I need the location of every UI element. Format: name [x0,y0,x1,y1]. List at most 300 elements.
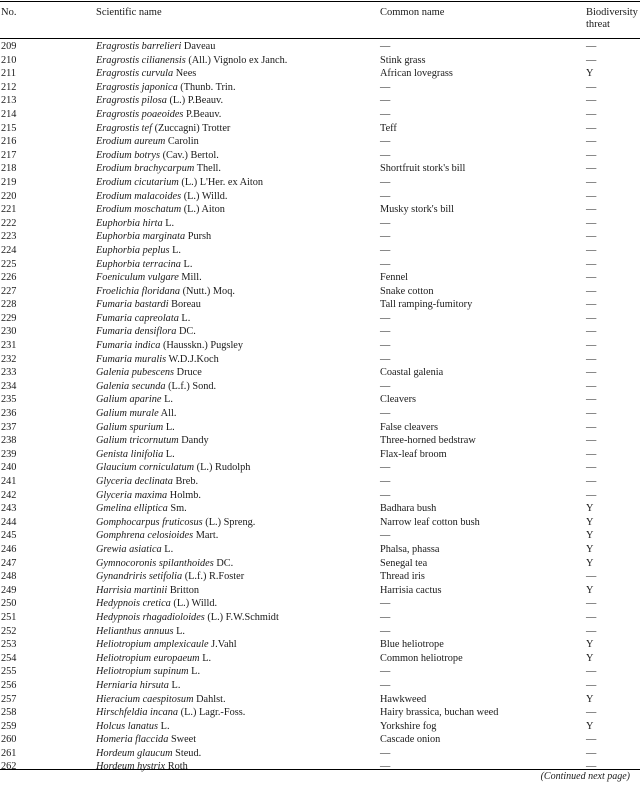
cell-biodiversity-threat: — [586,136,597,148]
cell-common-name: — [380,530,391,542]
cell-no: 262 [1,761,17,773]
cell-biodiversity-threat: — [586,448,597,460]
cell-scientific-name [96,54,287,68]
cell-no: 261 [1,747,17,759]
cell-no: 246 [1,543,17,555]
cell-common-name: — [380,217,391,229]
species-binomial: Eragrostis barrelieri [96,41,182,52]
cell-common-name: Thread iris [380,571,425,583]
cell-common-name: Teff [380,122,397,134]
species-authority: (Hausskn.) Pugsley [162,340,244,352]
cell-common-name: Hairy brassica, buchan weed [380,707,499,719]
cell-scientific-name [96,733,196,747]
cell-no: 251 [1,611,17,623]
table-row [0,54,640,68]
cell-biodiversity-threat: — [586,272,597,284]
table-row [0,135,640,149]
table-row [0,543,640,557]
cell-no: 241 [1,476,17,487]
cell-biodiversity-threat: — [586,625,597,637]
species-authority: L. [181,312,191,324]
cell-scientific-name [96,244,181,258]
cell-biodiversity-threat: — [586,299,597,311]
species-binomial: Fumaria bastardi [96,299,169,311]
table-row [0,353,640,367]
cell-common-name: African lovegrass [380,68,453,80]
cell-no: 225 [1,258,17,270]
cell-no: 213 [1,95,17,107]
cell-no: 257 [1,693,17,705]
cell-biodiversity-threat: Y [586,693,594,705]
species-binomial: Eragrostis pilosa [96,95,167,107]
cell-common-name: — [380,476,391,487]
cell-common-name: Narrow leaf cotton bush [380,516,480,528]
cell-no: 254 [1,652,17,664]
cell-biodiversity-threat: Y [586,530,594,542]
cell-common-name: Shortfruit stork's bill [380,163,466,175]
cell-biodiversity-threat: Y [586,68,594,80]
cell-scientific-name [96,230,211,244]
species-binomial: Gomphrena celosioides [96,530,194,542]
table-row [0,325,640,339]
species-authority: Druce [176,367,202,379]
table-row [0,720,640,734]
cell-scientific-name [96,448,175,462]
cell-scientific-name [96,285,235,299]
species-authority: DC. [216,557,234,569]
cell-biodiversity-threat: — [586,761,597,773]
cell-common-name: Yorkshire fog [380,720,437,732]
species-binomial: Galium tricornutum [96,435,179,447]
cell-no: 214 [1,108,17,120]
cell-no: 228 [1,299,17,311]
cell-biodiversity-threat: — [586,408,597,420]
cell-no: 221 [1,204,17,216]
species-binomial: Heliotropium europaeum [96,652,200,664]
cell-scientific-name [96,489,201,503]
cell-no: 243 [1,503,17,515]
species-authority: Sm. [170,503,187,515]
species-authority: All. [160,408,177,420]
cell-no: 245 [1,530,17,542]
table-row [0,421,640,435]
species-binomial: Glyceria declinata [96,476,173,487]
species-authority: (L.) P.Beauv. [169,95,224,107]
table-row [0,40,640,54]
cell-biodiversity-threat: — [586,149,597,161]
species-authority: (All.) Vignolo ex Janch. [188,54,288,66]
cell-common-name: Stink grass [380,54,426,66]
cell-no: 223 [1,231,17,243]
cell-common-name: False cleavers [380,421,439,433]
table-body [0,40,640,774]
cell-common-name: Three-horned bedstraw [380,435,476,447]
cell-scientific-name [96,760,188,774]
cell-scientific-name [96,40,215,54]
species-binomial: Euphorbia hirta [96,217,163,229]
cell-biodiversity-threat: — [586,353,597,365]
species-authority: (L.) Spreng. [205,516,256,528]
species-binomial: Harrisia martinii [96,584,168,596]
cell-scientific-name [96,652,211,666]
cell-scientific-name [96,421,175,435]
species-authority: Mill. [181,272,202,284]
species-authority: (L.f.) Sond. [168,380,217,392]
cell-no: 220 [1,190,17,202]
cell-no: 232 [1,353,17,365]
cell-biodiversity-threat: Y [586,543,594,555]
table-row [0,434,640,448]
species-authority: (Cav.) Bertol. [162,149,219,161]
cell-scientific-name [96,353,219,367]
species-binomial: Gomphocarpus fruticosus [96,516,203,528]
cell-biodiversity-threat: — [586,734,597,746]
cell-biodiversity-threat: Y [586,652,594,664]
species-authority: (L.) Rudolph [196,462,251,474]
cell-no: 224 [1,244,17,256]
cell-biodiversity-threat: — [586,122,597,134]
species-binomial: Hedypnois cretica [96,598,171,610]
cell-scientific-name [96,638,237,652]
cell-no: 253 [1,639,17,651]
cell-scientific-name [96,135,199,149]
species-binomial: Eragrostis curvula [96,68,174,80]
species-binomial: Euphorbia peplus [96,244,170,256]
table-top-rule [0,1,640,2]
cell-no: 209 [1,41,17,52]
species-binomial: Hordeum hystrix [96,761,166,773]
cell-no: 250 [1,598,17,610]
species-authority: W.D.J.Koch [168,353,219,365]
cell-no: 218 [1,163,17,175]
cell-common-name: — [380,258,391,270]
species-authority: Nees [175,68,197,80]
table-row [0,665,640,679]
table-row [0,285,640,299]
cell-biodiversity-threat: Y [586,584,594,596]
cell-common-name: Senegal tea [380,557,428,569]
species-authority: Daveau [183,41,216,52]
table-row [0,108,640,122]
cell-biodiversity-threat: — [586,81,597,93]
cell-common-name: Common heliotrope [380,652,463,664]
species-authority: Dandy [181,435,209,447]
cell-common-name: — [380,462,391,474]
cell-scientific-name [96,149,219,163]
species-authority: (L.) F.W.Schmidt [207,611,279,623]
cell-common-name: Phalsa, phassa [380,543,440,555]
cell-no: 230 [1,326,17,338]
cell-no: 258 [1,707,17,719]
species-binomial: Glyceria maxima [96,489,168,501]
species-binomial: Eragrostis japonica [96,81,178,93]
table-row [0,81,640,95]
table-row [0,67,640,81]
cell-scientific-name [96,407,176,421]
cell-no: 248 [1,571,17,583]
cell-common-name: — [380,81,391,93]
table-row [0,448,640,462]
cell-biodiversity-threat: — [586,95,597,107]
species-binomial: Erodium cicutarium [96,176,179,188]
species-binomial: Erodium brachycarpum [96,163,195,175]
cell-biodiversity-threat: Y [586,516,594,528]
cell-common-name: — [380,761,391,773]
cell-no: 239 [1,448,17,460]
cell-common-name: — [380,408,391,420]
species-binomial: Fumaria capreolata [96,312,179,324]
cell-biodiversity-threat: Y [586,557,594,569]
cell-no: 255 [1,666,17,678]
cell-common-name: Cleavers [380,394,417,406]
table-row [0,217,640,231]
cell-scientific-name [96,258,192,272]
species-authority: Dahlst. [196,693,226,705]
table-row [0,611,640,625]
species-authority: L. [171,679,181,691]
species-binomial: Euphorbia terracina [96,258,181,270]
cell-common-name: Cascade onion [380,734,441,746]
cell-common-name: Harrisia cactus [380,584,442,596]
cell-scientific-name [96,611,279,625]
cell-scientific-name [96,665,200,679]
cell-scientific-name [96,339,243,353]
table-row [0,312,640,326]
species-authority: L. [176,625,185,637]
cell-no: 215 [1,122,17,134]
table-row [0,706,640,720]
species-authority: J.Vahl [211,639,237,651]
cell-biodiversity-threat: — [586,54,597,66]
species-authority: Carolin [167,136,199,148]
table-row [0,162,640,176]
cell-no: 242 [1,489,17,501]
species-authority: L. [202,652,212,664]
cell-no: 235 [1,394,17,406]
species-binomial: Fumaria muralis [96,353,167,365]
cell-biodiversity-threat: — [586,571,597,583]
cell-biodiversity-threat: — [586,707,597,719]
table-row [0,679,640,693]
cell-no: 227 [1,285,17,297]
species-binomial: Grewia asiatica [96,543,162,555]
species-binomial: Genista linifolia [96,448,164,460]
species-binomial: Herniaria hirsuta [96,679,169,691]
cell-biodiversity-threat: — [586,611,597,623]
species-authority: L. [164,543,174,555]
cell-biodiversity-threat: — [586,190,597,202]
cell-scientific-name [96,625,185,639]
table-row [0,339,640,353]
species-authority: (L.) Aiton [183,204,225,216]
cell-no: 222 [1,217,17,229]
cell-biodiversity-threat: — [586,489,597,501]
cell-scientific-name [96,597,217,611]
species-binomial: Fumaria densiflora [96,326,177,338]
table-row [0,244,640,258]
cell-common-name: Snake cotton [380,285,434,297]
cell-no: 212 [1,81,17,93]
table-row [0,203,640,217]
cell-biodiversity-threat: — [586,380,597,392]
cell-no: 244 [1,516,17,528]
species-authority: Thell. [196,163,221,175]
species-binomial: Hieracium caespitosum [96,693,194,705]
cell-common-name: Fennel [380,272,409,284]
cell-biodiversity-threat: — [586,394,597,406]
cell-biodiversity-threat: — [586,747,597,759]
cell-common-name: — [380,340,391,352]
species-authority: (L.) Willd. [183,190,228,202]
species-authority: L. [164,394,173,406]
species-authority: P.Beauv. [186,108,222,120]
species-binomial: Homeria flaccida [96,734,169,746]
cell-common-name: — [380,149,391,161]
cell-no: 259 [1,720,17,732]
header-biodiversity-threat: Biodiversity threat [586,7,638,30]
cell-scientific-name [96,325,196,339]
species-binomial: Galium murale [96,408,159,420]
species-authority: (Thunb. Trin. [180,81,236,93]
cell-scientific-name [96,706,245,720]
cell-common-name: — [380,108,391,120]
cell-no: 229 [1,312,17,324]
table-row [0,149,640,163]
cell-scientific-name [96,570,244,584]
cell-biodiversity-threat: — [586,285,597,297]
cell-scientific-name [96,108,221,122]
table-row [0,393,640,407]
table-row [0,475,640,489]
table-row [0,502,640,516]
table-row [0,638,640,652]
cell-biodiversity-threat: — [586,258,597,270]
table-row [0,597,640,611]
species-binomial: Helianthus annuus [96,625,174,637]
cell-scientific-name [96,271,202,285]
cell-scientific-name [96,747,201,761]
cell-biodiversity-threat: — [586,462,597,474]
cell-scientific-name [96,176,263,190]
species-binomial: Holcus lanatus [96,720,159,732]
cell-no: 249 [1,584,17,596]
species-authority: L. [165,448,175,460]
cell-no: 256 [1,679,17,691]
cell-no: 210 [1,54,17,66]
table-row [0,230,640,244]
species-authority: Mart. [195,530,219,542]
cell-scientific-name [96,720,170,734]
cell-no: 217 [1,149,17,161]
table-row [0,380,640,394]
cell-common-name: — [380,679,391,691]
species-binomial: Galenia pubescens [96,367,175,379]
species-authority: Breb. [175,476,199,487]
species-binomial: Hedypnois rhagadioloides [96,611,205,623]
cell-biodiversity-threat: — [586,340,597,352]
cell-common-name: — [380,611,391,623]
species-authority: (L.f.) R.Foster [184,571,245,583]
species-binomial: Galenia secunda [96,380,166,392]
cell-no: 231 [1,340,17,352]
cell-no: 226 [1,272,17,284]
species-binomial: Heliotropium amplexicaule [96,639,209,651]
header-scientific-name: Scientific name [96,7,162,18]
cell-scientific-name [96,81,236,95]
cell-no: 211 [1,68,17,80]
cell-no: 247 [1,557,17,569]
cell-scientific-name [96,679,180,693]
cell-no: 238 [1,435,17,447]
table-row [0,122,640,136]
cell-scientific-name [96,380,216,394]
cell-common-name: — [380,41,391,52]
cell-no: 260 [1,734,17,746]
cell-common-name: — [380,353,391,365]
cell-biodiversity-threat: — [586,231,597,243]
cell-common-name: — [380,231,391,243]
cell-no: 233 [1,367,17,379]
cell-scientific-name [96,298,201,312]
species-authority: L. [172,244,181,256]
table-row [0,176,640,190]
cell-biodiversity-threat: Y [586,503,594,515]
cell-common-name: Hawkweed [380,693,427,705]
species-authority: DC. [178,326,196,338]
table-row [0,271,640,285]
species-authority: L. [165,217,175,229]
species-authority: Roth [167,761,188,773]
table-header-rule [0,38,640,39]
cell-scientific-name [96,461,250,475]
species-authority: Boreau [171,299,201,311]
cell-no: 240 [1,462,17,474]
species-binomial: Fumaria indica [96,340,161,352]
species-binomial: Eragrostis cilianensis [96,54,186,66]
species-binomial: Galium aparine [96,394,162,406]
cell-no: 236 [1,408,17,420]
cell-scientific-name [96,543,173,557]
cell-common-name: Musky stork's bill [380,204,454,216]
table-row [0,693,640,707]
cell-common-name: — [380,326,391,338]
cell-common-name: — [380,190,391,202]
species-authority: Pursh [187,231,212,243]
cell-scientific-name [96,190,227,204]
cell-common-name: — [380,244,391,256]
cell-biodiversity-threat: — [586,163,597,175]
table-bottom-rule [0,769,640,770]
cell-biodiversity-threat: Y [586,720,594,732]
species-binomial: Euphorbia marginata [96,231,186,243]
cell-common-name: — [380,747,391,759]
cell-common-name: Flax-leaf broom [380,448,447,460]
cell-no: 252 [1,625,17,637]
cell-scientific-name [96,393,173,407]
species-authority: (L.) Willd. [173,598,218,610]
cell-scientific-name [96,475,198,489]
cell-scientific-name [96,67,196,81]
table-row [0,190,640,204]
species-authority: (Zuccagni) Trotter [154,122,231,134]
cell-common-name: — [380,666,391,678]
species-binomial: Erodium malacoides [96,190,182,202]
table-row [0,366,640,380]
species-binomial: Heliotropium supinum [96,666,189,678]
cell-scientific-name [96,217,174,231]
cell-no: 234 [1,380,17,392]
continued-note: (Continued next page) [540,771,630,782]
